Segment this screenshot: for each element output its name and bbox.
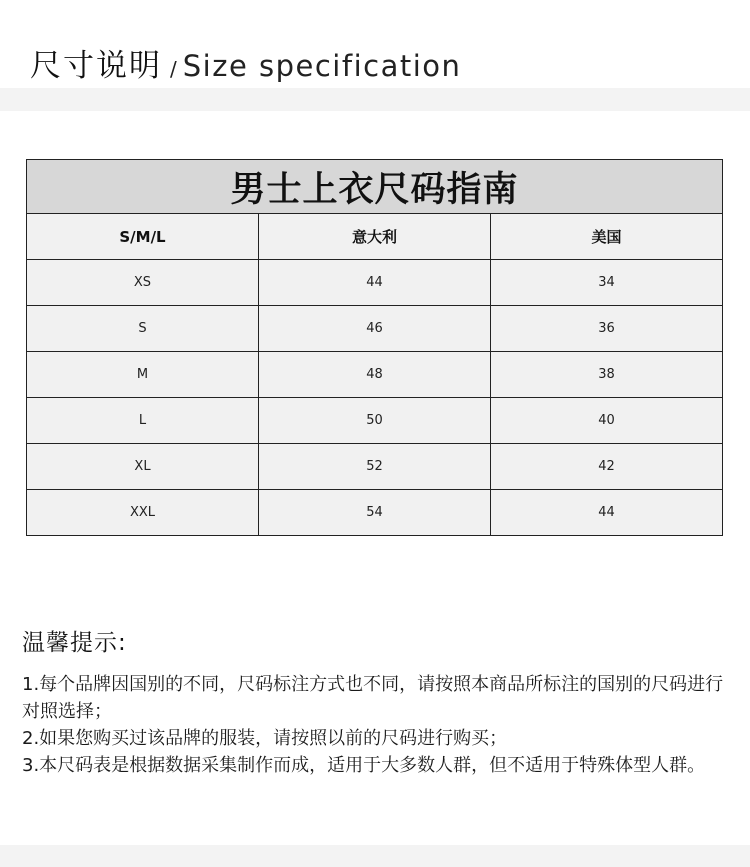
- size-chart-caption: 男士上衣尺码指南: [27, 160, 723, 214]
- page-title: [30, 40, 461, 85]
- tips-title: 温馨提示:: [22, 630, 127, 656]
- page-title-chinese: 尺寸说明: [30, 48, 162, 84]
- table-row: [27, 352, 723, 398]
- page-title-separator: /: [170, 57, 177, 81]
- cell-italy: 50: [259, 398, 491, 444]
- cell-size: XL: [27, 444, 259, 490]
- table-row: [27, 398, 723, 444]
- tip-item: 1.每个品牌因国别的不同，尺码标注方式也不同，请按照本商品所标注的国别的尺码进行对照选择；: [22, 674, 724, 722]
- footer-band: [0, 845, 750, 867]
- cell-size: XXL: [27, 490, 259, 536]
- cell-size: L: [27, 398, 259, 444]
- cell-italy: 46: [259, 306, 491, 352]
- table-row: [27, 260, 723, 306]
- cell-italy: 48: [259, 352, 491, 398]
- tip-item: 2.如果您购买过该品牌的服装，请按照以前的尺码进行购买；: [22, 728, 508, 749]
- tips-section: [22, 624, 734, 779]
- size-chart-header-row: [27, 214, 723, 260]
- tip-item: 3.本尺码表是根据数据采集制作而成，适用于大多数人群，但不适用于特殊体型人群。: [22, 755, 706, 776]
- table-row: [27, 490, 723, 536]
- cell-italy: 54: [259, 490, 491, 536]
- size-chart-table: [26, 159, 723, 536]
- cell-usa: 34: [491, 260, 723, 306]
- cell-italy: 44: [259, 260, 491, 306]
- cell-usa: 36: [491, 306, 723, 352]
- header-divider-band: [0, 88, 750, 111]
- cell-usa: 38: [491, 352, 723, 398]
- cell-size: M: [27, 352, 259, 398]
- size-chart-caption-row: [27, 160, 723, 214]
- cell-italy: 52: [259, 444, 491, 490]
- column-header-sml: S/M/L: [27, 214, 259, 260]
- column-header-usa: 美国: [491, 214, 723, 260]
- table-row: [27, 306, 723, 352]
- column-header-italy: 意大利: [259, 214, 491, 260]
- cell-usa: 42: [491, 444, 723, 490]
- cell-usa: 40: [491, 398, 723, 444]
- page-title-english: Size specification: [182, 49, 462, 83]
- cell-size: XS: [27, 260, 259, 306]
- cell-usa: 44: [491, 490, 723, 536]
- page-header: [0, 0, 750, 88]
- table-row: [27, 444, 723, 490]
- cell-size: S: [27, 306, 259, 352]
